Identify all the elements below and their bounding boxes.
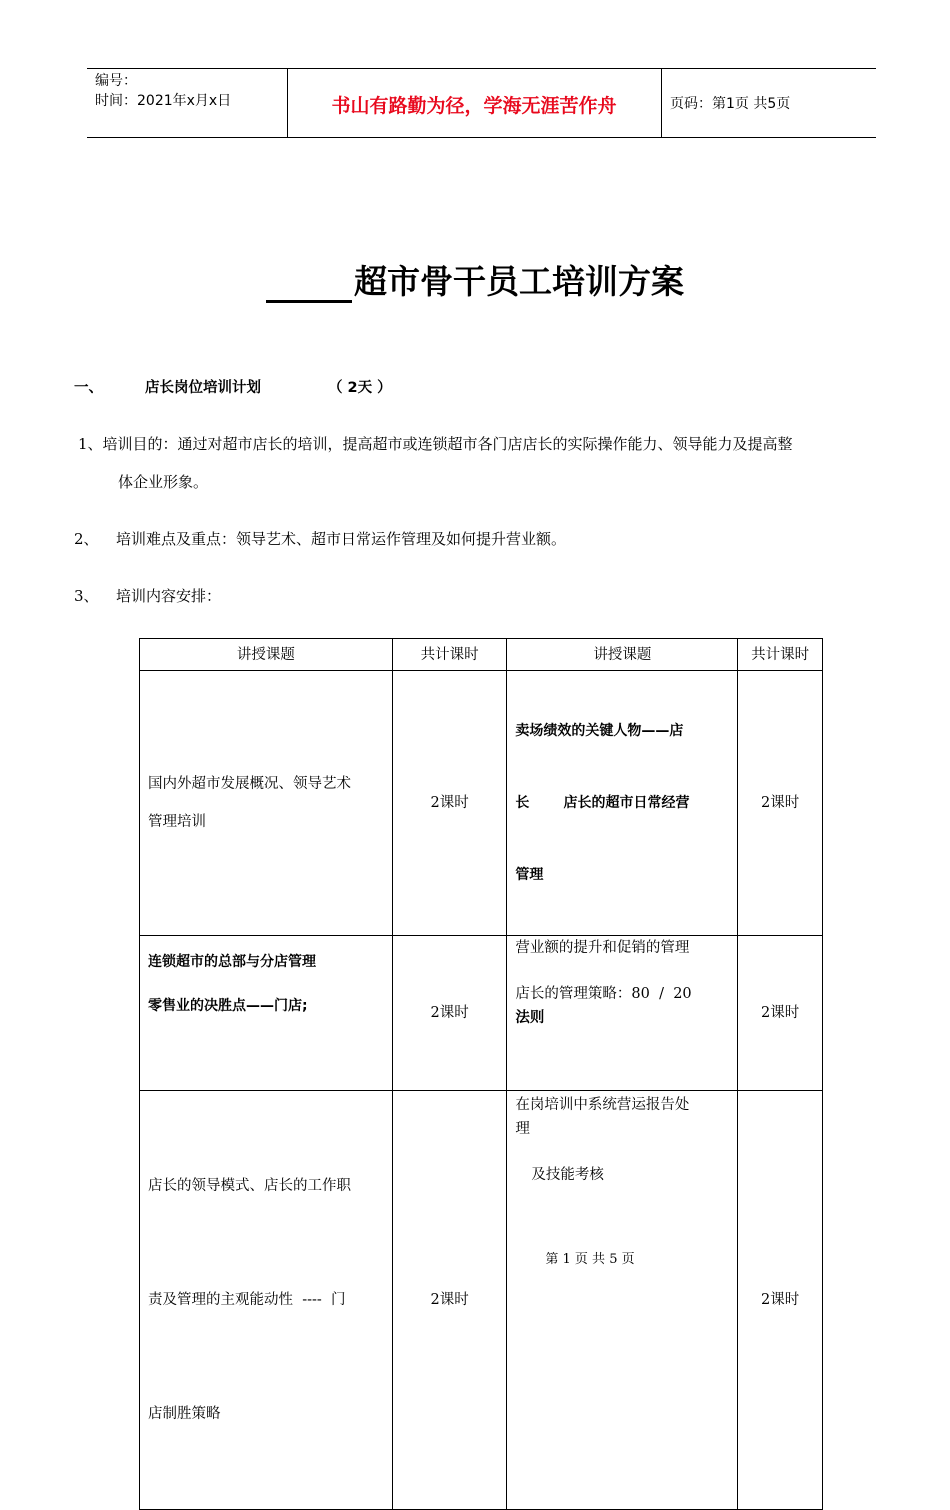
- table-row: [140, 936, 823, 1091]
- topic-cell: [507, 1091, 738, 1510]
- topic-line: 管理培训: [148, 814, 206, 830]
- hours-cell: 2课时: [392, 671, 507, 936]
- topic-line: 零售业的决胜点——门店;: [148, 998, 308, 1014]
- document-title: [0, 256, 950, 303]
- item2-number: 2、: [74, 530, 99, 548]
- course-table: [139, 638, 823, 1510]
- topic-line: 在岗培训中系统营运报告处: [515, 1097, 690, 1113]
- header-page-label: 页码：第1页 共5页: [670, 96, 791, 112]
- topic-cell: [507, 936, 738, 1091]
- title-blank-line: [266, 264, 352, 303]
- item1-line2: 体企业形象。: [118, 473, 209, 491]
- topic-cell: [140, 671, 393, 936]
- hours-cell: 2课时: [392, 1091, 507, 1510]
- item2-text: 培训难点及重点：领导艺术、超市日常运作管理及如何提升营业额。: [116, 530, 567, 548]
- header-meta: [95, 71, 231, 111]
- topic-line: 法则: [515, 1010, 545, 1026]
- header-topic: 讲授课题: [507, 639, 738, 671]
- topic-line: 长 店长的超市日常经营: [515, 795, 690, 811]
- topic-line: 营业额的提升和促销的管理: [515, 940, 690, 956]
- hours-cell: 2课时: [738, 936, 823, 1091]
- time-label: 时间：2021年x月x日: [95, 93, 232, 109]
- hours-cell: 2课时: [392, 936, 507, 1091]
- serial-label: 编号：: [95, 73, 137, 89]
- topic-line: 及技能考核: [531, 1167, 604, 1183]
- header-hours: 共计课时: [738, 639, 823, 671]
- header-topic: 讲授课题: [140, 639, 393, 671]
- topic-line: 卖场绩效的关键人物——店: [515, 723, 684, 739]
- title-text: 超市骨干员工培训方案: [354, 262, 684, 301]
- topic-line: 连锁超市的总部与分店管理: [148, 954, 316, 970]
- page-footer: [0, 1248, 950, 1267]
- topic-line: 责及管理的主观能动性 ---- 门: [148, 1292, 346, 1308]
- header-hours: 共计课时: [392, 639, 507, 671]
- hours-cell: 2课时: [738, 671, 823, 936]
- topic-cell: [140, 936, 393, 1091]
- page-header: [87, 68, 876, 138]
- item1-line1: 1、培训目的：通过对超市店长的培训，提高超市或连锁超市各门店店长的实际操作能力、领导能力及提高整: [78, 435, 793, 453]
- topic-line: 理: [515, 1121, 530, 1137]
- table-row: [140, 671, 823, 936]
- topic-line: 国内外超市发展概况、领导艺术: [148, 776, 351, 792]
- hours-cell: 2课时: [738, 1091, 823, 1510]
- header-divider: [661, 69, 662, 137]
- section-number: 一、: [74, 380, 103, 396]
- header-motto: 书山有路勤为径，学海无涯苦作舟: [331, 95, 617, 117]
- table-header-row: [140, 639, 823, 671]
- section-duration: （ 2天 ）: [328, 380, 392, 396]
- item3-text: 培训内容安排：: [116, 587, 222, 605]
- topic-line: 管理: [515, 867, 544, 883]
- topic-cell: [507, 671, 738, 936]
- topic-line: 店长的管理策略：80 / 20: [515, 986, 692, 1002]
- topic-cell: [140, 1091, 393, 1510]
- topic-line: 店制胜策略: [148, 1406, 221, 1422]
- item3-number: 3、: [74, 587, 99, 605]
- table-row: [140, 1091, 823, 1510]
- section-heading: 店长岗位培训计划: [145, 380, 261, 396]
- topic-line: 店长的领导模式、店长的工作职: [148, 1178, 351, 1194]
- footer-page-number: 第 1 页 共 5 页: [545, 1252, 635, 1267]
